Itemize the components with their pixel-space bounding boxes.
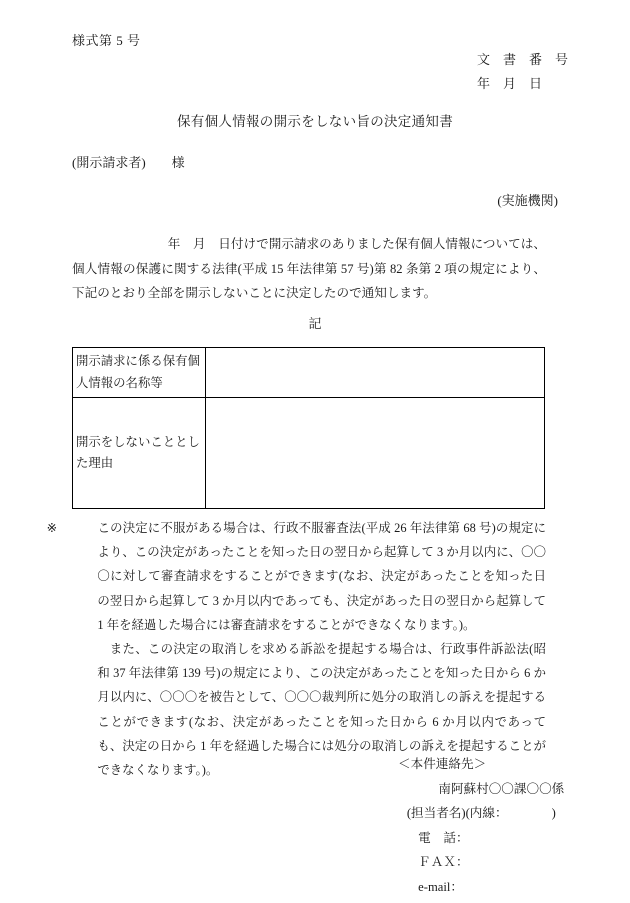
- notes-section: [46, 516, 546, 782]
- contact-organization: 南阿蘇村〇〇課〇〇係: [438, 781, 565, 796]
- issuing-agency: (実施機関): [497, 193, 558, 208]
- document-number-label: 文 書 番 号: [476, 52, 568, 67]
- table-row: [73, 348, 545, 398]
- document-date-label: 年 月 日: [476, 76, 542, 92]
- document-meta: [477, 48, 568, 96]
- contact-section: [398, 752, 564, 899]
- body-text: 年 月 日付けで開示請求のありました保有個人情報については、個人情報の保護に関する法律(平成 15 年法律第 57 号)第 82 条第 2 項の規定により、下記のとおり全部を開示しないことに決定したので通知します。: [72, 237, 546, 301]
- note-marker: ※: [46, 521, 57, 535]
- body-paragraph: [72, 232, 546, 306]
- contact-person: (担当者名)(内線： ): [406, 806, 556, 821]
- row-value-reason[interactable]: [206, 398, 545, 509]
- addressee-line: (開示請求者) 様: [72, 155, 185, 170]
- contact-fax: ＦＡＸ：: [418, 855, 469, 870]
- contact-phone: 電 話：: [418, 830, 469, 845]
- form-number: 様式第 5 号: [72, 33, 141, 48]
- row-label-reason: 開示をしないこととした理由: [73, 398, 206, 509]
- note-text-appeal: この決定に不服がある場合は、行政不服審査法(平成 26 年法律第 68 号)の規定により、この決定があったことを知った日の翌日から起算して 3 か月以内に、〇〇〇に対して審査請求をすることができます(なお、決定があったことを知った日の翌日から起算して 3 か月以内であっても、決定があった日の翌日から起算して 1 年を経過した場合には審査請求をすることができなくなります。)。: [97, 521, 546, 632]
- information-table: [72, 347, 545, 509]
- note-text-litigation: また、この決定の取消しを求める訴訟を提起する場合は、行政事件訴訟法(昭和 37 年法律第 139 号)の規定により、この決定があったことを知った日から 6 か月以内に、〇〇〇を被告として、〇〇〇裁判所に処分の取消しの訴えを提起することができます(なお、決定があったことを知った日から 6 か月以内であっても、決定の日から 1 年を経過した場合には処分の取消しの訴えを提起することができなくなります。)。: [97, 641, 546, 777]
- row-label-name: 開示請求に係る保有個人情報の名称等: [73, 348, 206, 398]
- contact-email: e-mail：: [418, 879, 463, 894]
- row-value-name[interactable]: [206, 348, 545, 398]
- ki-marker: 記: [308, 316, 322, 331]
- page-title: 保有個人情報の開示をしない旨の決定通知書: [177, 114, 453, 129]
- contact-heading: ＜本件連絡先＞: [398, 757, 487, 771]
- table-row: [73, 398, 545, 509]
- note-paragraph-appeal: [46, 516, 546, 637]
